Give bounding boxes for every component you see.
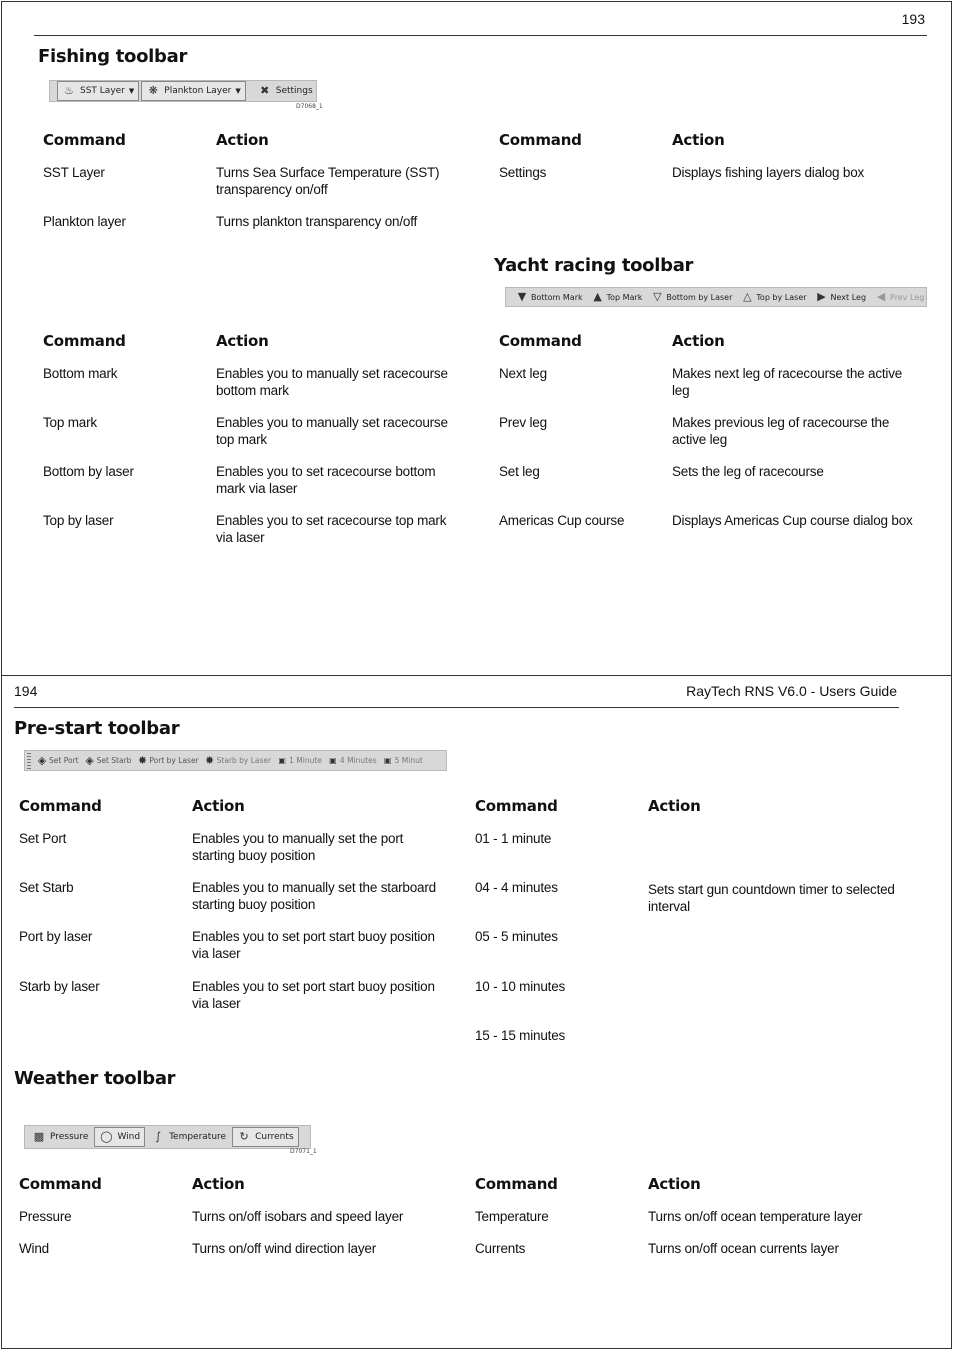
bottom-mark-button[interactable]: ▼ Bottom Mark bbox=[517, 290, 583, 303]
chevron-down-icon: ▼ bbox=[128, 87, 135, 95]
timer-01-button[interactable]: ▣ 1 Minute bbox=[275, 752, 324, 770]
action-cell: Makes next leg of racecourse the active leg bbox=[672, 366, 903, 398]
column-header-command: Command bbox=[475, 1175, 558, 1193]
yacht-racing-toolbar bbox=[505, 287, 927, 307]
timer-04-icon: ▣ bbox=[329, 755, 337, 765]
column-header-command: Command bbox=[475, 797, 558, 815]
action-cell: Makes previous leg of racecourse the active leg bbox=[672, 415, 890, 447]
command-cell: Set leg bbox=[499, 464, 540, 479]
bottom-mark-icon: ▼ bbox=[517, 290, 527, 303]
action-cell: Turns Sea Surface Temperature (SST) transparency on/off bbox=[216, 165, 440, 197]
command-cell: Next leg bbox=[499, 366, 547, 381]
timer-01-icon: ▣ bbox=[278, 755, 286, 765]
top-mark-icon: ▲ bbox=[593, 290, 602, 303]
wind-button[interactable]: ◯ Wind bbox=[94, 1127, 145, 1147]
command-cell: Bottom mark bbox=[43, 366, 118, 381]
temperature-button[interactable]: ∫ Temperature bbox=[147, 1128, 230, 1146]
column-header-action: Action bbox=[672, 332, 725, 350]
action-cell: Sets the leg of racecourse bbox=[672, 464, 824, 479]
command-cell: Wind bbox=[19, 1241, 49, 1256]
starb-by-laser-icon: ✸ bbox=[205, 753, 215, 767]
command-cell: Top by laser bbox=[43, 513, 114, 528]
plankton-layer-button[interactable]: ❋ Plankton Layer ▼ bbox=[141, 81, 245, 101]
starb-by-laser-button[interactable]: ✸ Starb by Laser bbox=[205, 753, 272, 767]
action-cell: Enables you to set racecourse bottom mark via laser bbox=[216, 464, 436, 496]
set-port-button[interactable]: ◈ Set Port bbox=[37, 753, 79, 767]
prev-leg-icon: ◀ bbox=[876, 290, 886, 303]
weather-toolbar bbox=[24, 1125, 311, 1149]
port-by-laser-button[interactable]: ✸ Port by Laser bbox=[137, 753, 199, 767]
column-header-action: Action bbox=[672, 131, 725, 149]
settings-button[interactable]: ✖ Settings bbox=[254, 82, 317, 100]
yacht-racing-toolbar-title: Yacht racing toolbar bbox=[494, 255, 694, 276]
action-cell: Turns on/off ocean currents layer bbox=[648, 1241, 839, 1256]
pre-start-toolbar-title: Pre-start toolbar bbox=[14, 718, 180, 739]
command-cell: Prev leg bbox=[499, 415, 547, 430]
fishing-toolbar-title: Fishing toolbar bbox=[38, 46, 188, 67]
action-cell: Turns on/off isobars and speed layer bbox=[192, 1209, 404, 1224]
currents-button[interactable]: ↻ Currents bbox=[232, 1127, 299, 1147]
running-title: RayTech RNS V6.0 - Users Guide bbox=[686, 683, 897, 699]
column-header-command: Command bbox=[499, 332, 582, 350]
next-leg-button[interactable]: ▶ Next Leg bbox=[817, 290, 867, 303]
column-header-action: Action bbox=[192, 1175, 245, 1193]
page-number: 193 bbox=[901, 11, 925, 27]
page-193 bbox=[1, 1, 952, 676]
action-cell: Enables you to set port start buoy position via laser bbox=[192, 979, 435, 1011]
action-cell: Enables you to manually set the starboard starting buoy position bbox=[192, 880, 436, 912]
weather-toolbar-title: Weather toolbar bbox=[14, 1068, 176, 1089]
timer-05-button[interactable]: ▣ 5 Minut bbox=[381, 752, 425, 770]
currents-icon: ↻ bbox=[239, 1130, 249, 1143]
column-header-command: Command bbox=[19, 1175, 102, 1193]
command-cell: Port by laser bbox=[19, 929, 93, 944]
command-cell: Set Starb bbox=[19, 880, 74, 895]
action-cell: Turns on/off ocean temperature layer bbox=[648, 1209, 863, 1224]
top-by-laser-icon: △ bbox=[743, 290, 752, 303]
top-mark-button[interactable]: ▲ Top Mark bbox=[593, 290, 643, 303]
action-cell: Enables you to set racecourse top mark via laser bbox=[216, 513, 447, 545]
pre-start-toolbar bbox=[24, 750, 447, 771]
settings-icon: ✖ bbox=[260, 84, 270, 97]
column-header-action: Action bbox=[192, 797, 245, 815]
action-cell: Displays Americas Cup course dialog box bbox=[672, 513, 913, 528]
toolbar-grip bbox=[27, 753, 31, 769]
command-cell: Americas Cup course bbox=[499, 513, 625, 528]
timer-command-cell: 10 - 10 minutes bbox=[475, 979, 566, 994]
sst-layer-button[interactable]: ♨ SST Layer ▼ bbox=[57, 81, 139, 101]
header-rule bbox=[14, 707, 899, 708]
action-cell: Enables you to manually set racecourse bottom mark bbox=[216, 366, 448, 398]
temperature-icon: ∫ bbox=[155, 1130, 161, 1143]
prev-leg-button[interactable]: ◀ Prev Leg bbox=[876, 290, 925, 303]
command-cell: Temperature bbox=[475, 1209, 549, 1224]
action-cell: Enables you to manually set the port starting buoy position bbox=[192, 831, 404, 863]
column-header-command: Command bbox=[19, 797, 102, 815]
port-by-laser-icon: ✸ bbox=[137, 753, 148, 767]
sst-layer-icon: ♨ bbox=[64, 84, 74, 97]
figure-id: D7071_1 bbox=[290, 1148, 317, 1155]
command-cell: Top mark bbox=[43, 415, 97, 430]
column-header-action: Action bbox=[216, 131, 269, 149]
chevron-down-icon: ▼ bbox=[235, 87, 241, 95]
column-header-command: Command bbox=[43, 131, 126, 149]
action-cell: Enables you to manually set racecourse top mark bbox=[216, 415, 448, 447]
column-header-command: Command bbox=[499, 131, 582, 149]
timer-action-cell: Sets start gun countdown timer to selected interval bbox=[648, 882, 895, 914]
pressure-icon: ▩ bbox=[33, 1130, 45, 1143]
figure-id: D7068_1 bbox=[296, 103, 323, 110]
timer-04-button[interactable]: ▣ 4 Minutes bbox=[326, 752, 379, 770]
page-194 bbox=[1, 675, 952, 1349]
header-rule bbox=[34, 35, 927, 36]
plankton-layer-icon: ❋ bbox=[148, 84, 158, 97]
command-cell: Currents bbox=[475, 1241, 526, 1256]
action-cell: Enables you to set port start buoy position via laser bbox=[192, 929, 435, 961]
timer-command-cell: 01 - 1 minute bbox=[475, 831, 552, 846]
next-leg-icon: ▶ bbox=[817, 290, 826, 303]
timer-command-cell: 15 - 15 minutes bbox=[475, 1028, 566, 1043]
command-cell: Plankton layer bbox=[43, 214, 126, 229]
command-cell: Bottom by laser bbox=[43, 464, 134, 479]
set-starb-button[interactable]: ◈ Set Starb bbox=[85, 753, 132, 767]
action-cell: Turns plankton transparency on/off bbox=[216, 214, 418, 229]
bottom-by-laser-icon: ▽ bbox=[653, 290, 662, 303]
set-starb-icon: ◈ bbox=[85, 753, 94, 767]
timer-command-cell: 05 - 5 minutes bbox=[475, 929, 558, 944]
wind-icon: ◯ bbox=[100, 1130, 113, 1143]
column-header-action: Action bbox=[648, 797, 701, 815]
top-by-laser-button[interactable]: △ Top by Laser bbox=[743, 290, 807, 303]
pressure-button[interactable]: ▩ Pressure bbox=[33, 1130, 89, 1143]
page-number: 194 bbox=[14, 683, 38, 699]
command-cell: Starb by laser bbox=[19, 979, 100, 994]
column-header-action: Action bbox=[648, 1175, 701, 1193]
command-cell: Settings bbox=[499, 165, 547, 180]
command-cell: SST Layer bbox=[43, 165, 105, 180]
bottom-by-laser-button[interactable]: ▽ Bottom by Laser bbox=[653, 290, 733, 303]
timer-command-cell: 04 - 4 minutes bbox=[475, 880, 558, 895]
timer-05-icon: ▣ bbox=[383, 755, 392, 765]
column-header-action: Action bbox=[216, 332, 269, 350]
command-cell: Set Port bbox=[19, 831, 67, 846]
action-cell: Displays fishing layers dialog box bbox=[672, 165, 865, 180]
action-cell: Turns on/off wind direction layer bbox=[192, 1241, 376, 1256]
fishing-toolbar bbox=[49, 80, 317, 102]
command-cell: Pressure bbox=[19, 1209, 72, 1224]
column-header-command: Command bbox=[43, 332, 126, 350]
set-port-icon: ◈ bbox=[37, 753, 47, 767]
